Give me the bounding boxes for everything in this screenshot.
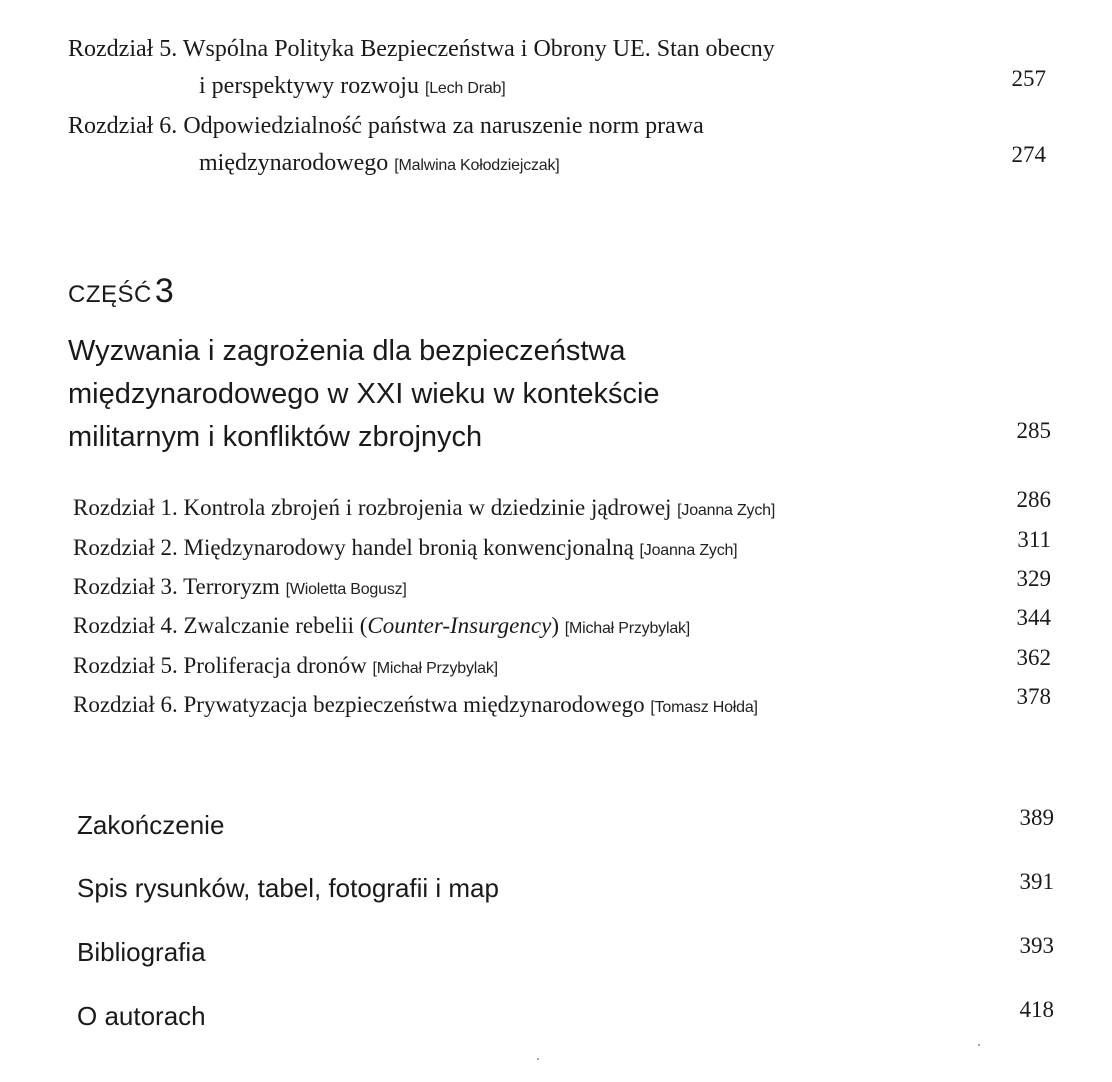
chapter-author: [Wioletta Bogusz]	[285, 581, 407, 598]
toc-entry-chapter6	[73, 690, 758, 723]
toc-entry-chapter3	[73, 572, 407, 605]
chapter-author: [Tomasz Hołda]	[650, 699, 758, 716]
chapter-label: Rozdział 6.	[68, 113, 178, 139]
chapter-label: Rozdział 3.	[73, 574, 178, 599]
part-label: CZĘŚĆ	[68, 281, 152, 308]
toc-entry-list-of-figures: Spis rysunków, tabel, fotografii i map	[77, 873, 499, 903]
chapter-label: Rozdział 5.	[73, 653, 178, 678]
page-number: 286	[1016, 487, 1051, 512]
chapter-label: Rozdział 4.	[73, 613, 178, 638]
page-number: 257	[1011, 66, 1046, 91]
toc-entry-part2-chapter5	[68, 31, 775, 107]
chapter-title: Terroryzm	[183, 574, 280, 599]
toc-entry-conclusion: Zakończenie	[77, 810, 225, 840]
page-number: 393	[1019, 933, 1054, 958]
toc-entry-part2-chapter6	[68, 108, 704, 184]
chapter-title: Prywatyzacja bezpieczeństwa międzynarodowego	[183, 692, 645, 717]
chapter-title-continued: i perspektywy rozwoju	[199, 73, 419, 99]
chapter-author: [Michał Przybylak]	[564, 620, 691, 637]
chapter-title-text: Zwalczanie rebelii (	[183, 613, 368, 638]
chapter-title-close: )	[551, 613, 559, 638]
chapter-author: [Michał Przybylak]	[372, 660, 498, 677]
chapter-title: Kontrola zbrojeń i rozbrojenia w dziedzinie jądrowej	[183, 495, 672, 520]
chapter-label: Rozdział 2.	[73, 535, 178, 560]
chapter-title: Odpowiedzialność państwa za naruszenie norm prawa	[183, 113, 704, 139]
toc-entry-chapter2	[73, 533, 737, 566]
part-number: 3	[154, 272, 175, 310]
part-title	[68, 330, 888, 459]
chapter-author: [Joanna Zych]	[677, 502, 776, 519]
toc-entry-chapter1	[73, 493, 775, 526]
toc-entry-bibliography: Bibliografia	[77, 937, 206, 967]
scan-speck	[978, 1044, 980, 1046]
chapter-author: [Joanna Zych]	[639, 542, 738, 559]
page-number: 344	[1016, 605, 1051, 630]
part-page-number: 285	[1016, 418, 1051, 443]
page-number: 362	[1016, 645, 1051, 670]
chapter-author: [Malwina Kołodziejczak]	[394, 157, 560, 174]
page-number: 274	[1011, 142, 1046, 167]
chapter-title	[184, 613, 559, 638]
chapter-label: Rozdział 5.	[68, 36, 178, 62]
toc-entry-chapter4	[73, 611, 690, 644]
page-number: 391	[1019, 869, 1054, 894]
part-title-line: międzynarodowego w XXI wieku w kontekście	[68, 378, 660, 410]
part-title-line: militarnym i konfliktów zbrojnych	[68, 421, 483, 453]
chapter-title-continued: międzynarodowego	[199, 150, 389, 176]
chapter-title: Wspólna Polityka Bezpieczeństwa i Obrony UE. Stan obecny	[182, 36, 775, 62]
page-number: 378	[1016, 684, 1051, 709]
part-title-line: Wyzwania i zagrożenia dla bezpieczeństwa	[68, 335, 626, 367]
chapter-title: Proliferacja dronów	[183, 653, 367, 678]
toc-entry-about-authors: O autorach	[77, 1001, 206, 1031]
toc-entry-chapter5	[73, 651, 498, 684]
page-number: 329	[1016, 566, 1051, 591]
chapter-title-italic: Counter-Insurgency	[367, 613, 552, 638]
chapter-author: [Lech Drab]	[424, 80, 506, 97]
scan-speck	[537, 1058, 539, 1060]
page-number: 311	[1017, 527, 1051, 552]
page-number: 389	[1019, 805, 1054, 830]
chapter-label: Rozdział 6.	[73, 692, 178, 717]
part-heading	[68, 272, 174, 311]
chapter-label: Rozdział 1.	[73, 495, 178, 520]
chapter-title: Międzynarodowy handel bronią konwencjonalną	[183, 535, 634, 560]
page-number: 418	[1019, 997, 1054, 1022]
